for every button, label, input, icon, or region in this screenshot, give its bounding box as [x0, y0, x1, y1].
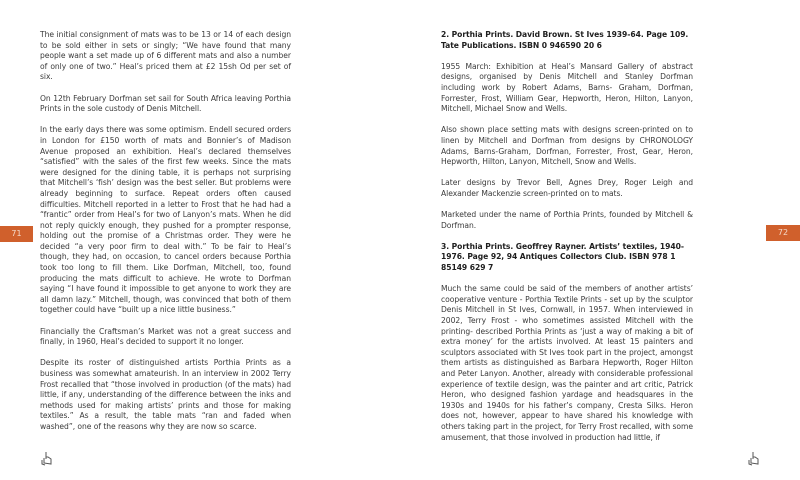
paragraph: Despite its roster of distinguished artists Porthia Prints as a business was somewhat amateurish. In an interview in 2002 Terry Frost recalled that “those involved in production (of the mats) had little, if any, understanding of the difference between the inks and methods used for making artists’ prints and those for making textiles.” As a result, the table mats “ran and faded when washed”, one of the reasons why they are now so scarce.	[40, 358, 291, 431]
paragraph: The initial consignment of mats was to be 13 or 14 of each design to be sold either in sets or singly; “We have found that many people want a set made up of 6 different mats and also a number of only one of two.” Heal’s priced them at £2 15sh Od per set of six.	[40, 30, 291, 82]
hand-pointer-icon[interactable]	[40, 451, 54, 467]
paragraph: Also shown place setting mats with designs screen-printed on to linen by Mitchell and Dorfman from designs by CHRONOLOGY Adams, Barns-Graham, Dorfman, Forrester, Frost, Gear, Heron, Hepworth, Hilton, Lanyon, Mitchell, Snow and Wells.	[441, 125, 693, 167]
paragraph: In the early days there was some optimism. Endell secured orders in London for £150 worth of mats and Bonnier’s of Madison Avenue proposed an exhibition. Heal’s declared themselves “satisfied” with the sales of the first few weeks. Since the mats were designed for the dining table, it is perhaps not surprising that Mitchell’s ‘fish’ design was the best seller. But problems were already beginning to surface. Repeat orders often caused difficulties. Mitchell reported in a letter to Frost that he had had a “frantic” order from Heal’s for two of Lanyon’s mats. When he did not reply quickly enough, they pushed for a prompter response, holding out the promise of a Christmas order. They were he decided “a very poor firm to deal with.” To be fair to Heal’s though, they had, on occasion, to cancel orders because Porthia took too long to fill them. Like Dorfman, Mitchell, too, found producing the mats difficult to achieve. He wrote to Dorfman saying “I have found it impossible to get anyone to work they are all damn lazy.” Mitchell, though, was convinced that both of them together could have “built up a nice little business.”	[40, 125, 291, 315]
paragraph: Marketed under the name of Porthia Prints, founded by Mitchell & Dorfman.	[441, 210, 693, 230]
paragraph: On 12th February Dorfman set sail for South Africa leaving Porthia Prints in the sole custody of Denis Mitchell.	[40, 93, 291, 114]
paragraph: 1955 March: Exhibition at Heal’s Mansard Gallery of abstract designs, organised by Denis Mitchell and Stanley Dorfman including work by Robert Adams, Barns- Graham, Dorfman, Forrester, Frost, William Gear, Hepworth, Heron, Hilton, Lanyon, Mitchell, Michael Snow and Wells.	[441, 61, 693, 114]
right-page-text	[441, 30, 693, 454]
page-number-tab-right: 72	[766, 225, 800, 241]
left-page-text	[40, 30, 291, 443]
paragraph: Much the same could be said of the members of another artists’ cooperative venture - Porthia Textile Prints - set up by the sculptor Denis Mitchell in St Ives, Cornwall, in 1957. When interviewed in 2002, Terry Frost - who sometimes assisted Mitchell with the printing- described Porthia Prints as ‘just a way of making a bit of extra money’ for the artists involved. At least 15 painters and sculptors associated with St Ives took part in the project, amongst them artists as distinguished as Barbara Hepworth, Roger Hilton and Peter Lanyon. Another, already with considerable professional experience of textile design, was the painter and art critic, Patrick Heron, who designed fashion yardage and headsquares in the 1930s and 1940s for his father’s company, Cresta Silks. Heron does not, however, appear to have shared his knowledge with others taking part in the project, for Terry Frost recalled, with some amusement, that those involved in production had little, if	[441, 284, 693, 442]
hand-pointer-icon[interactable]	[747, 451, 761, 467]
paragraph: Financially the Craftsman’s Market was not a great success and finally, in 1960, Heal’s decided to support it no longer.	[40, 326, 291, 347]
reference-heading: 3. Porthia Prints. Geoffrey Rayner. Artists’ textiles, 1940-1976. Page 92, 94 Antiques Collectors Club. ISBN 978 1 85149 629 7	[441, 241, 684, 273]
paragraph: Later designs by Trevor Bell, Agnes Drey, Roger Leigh and Alexander Mackenzie screen-printed on to mats.	[441, 178, 693, 198]
page-number-tab-left: 71	[0, 226, 33, 242]
reference-heading: 2. Porthia Prints. David Brown. St Ives 1939-64. Page 109. Tate Publications. ISBN 0 946590 20 6	[441, 30, 689, 50]
